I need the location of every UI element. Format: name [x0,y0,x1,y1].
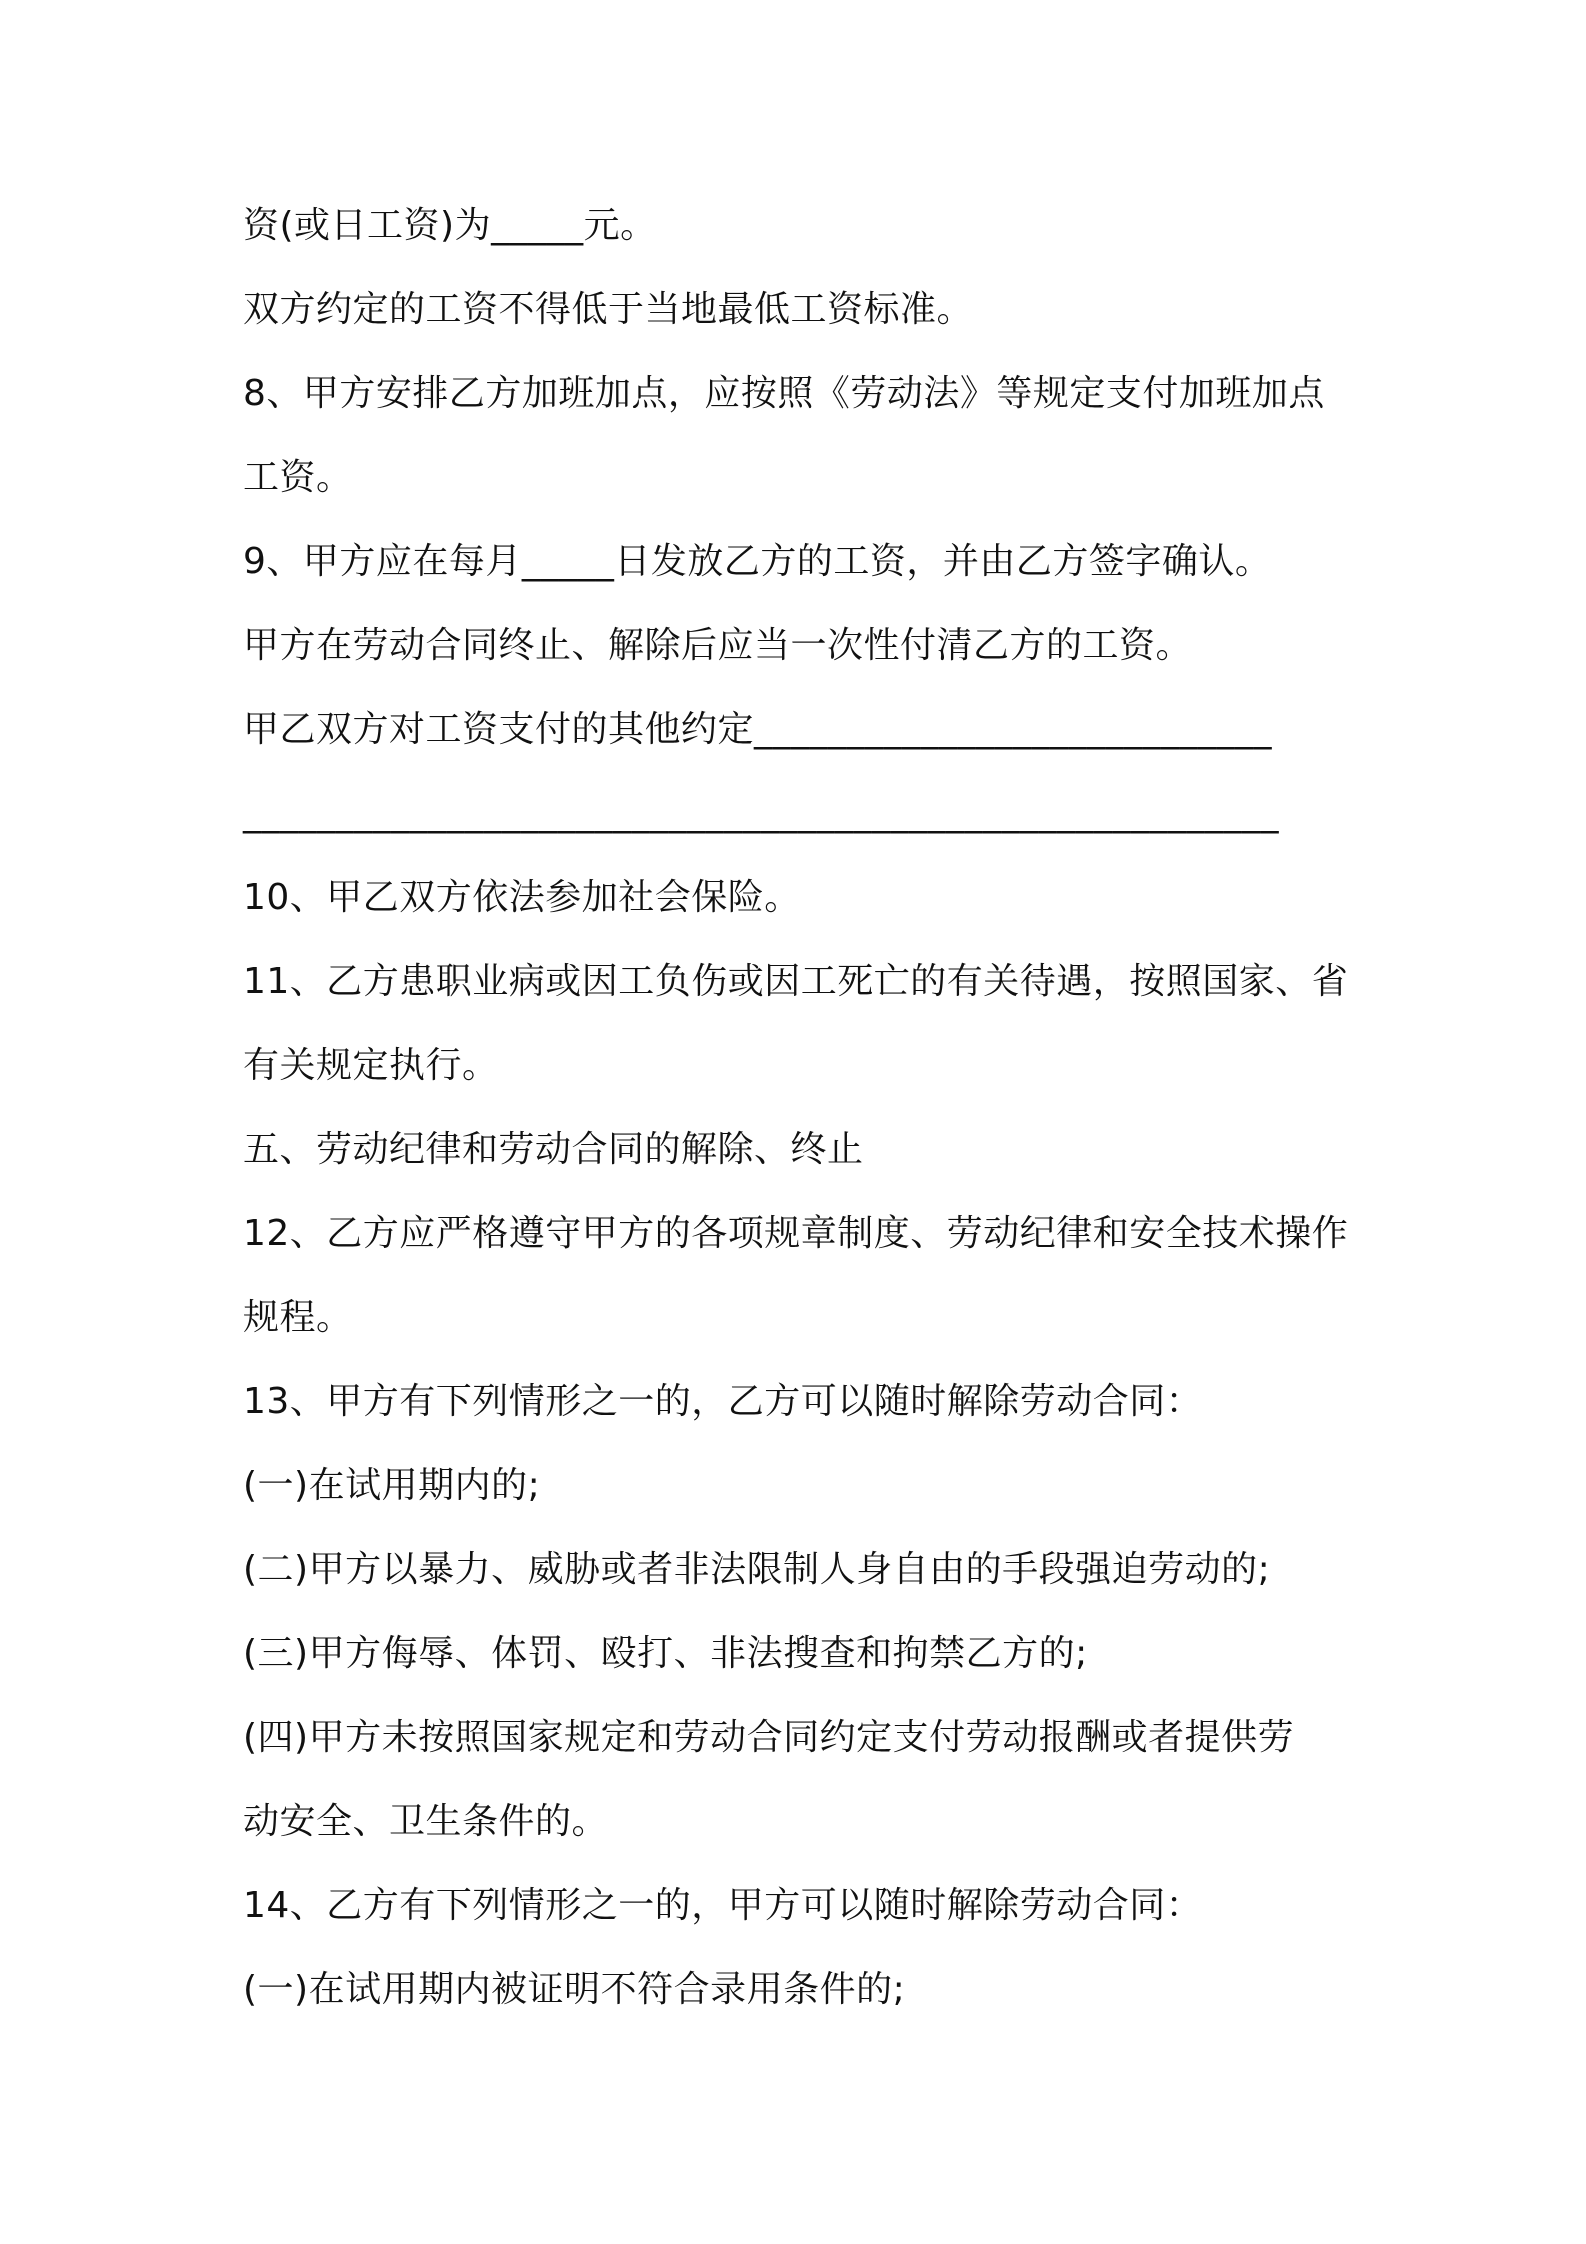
clause-9: 9、甲方应在每月_____日发放乙方的工资，并由乙方签字确认。 [243,541,1272,582]
text-line-minimum-wage: 双方约定的工资不得低于当地最低工资标准。 [243,289,974,330]
clause-13-item-3: (三)甲方侮辱、体罚、殴打、非法搜查和拘禁乙方的; [243,1633,1088,1674]
text-line-wage-amount: 资(或日工资)为_____元。 [243,205,657,246]
section-heading-5: 五、劳动纪律和劳动合同的解除、终止 [243,1129,864,1170]
clause-10: 10、甲乙双方依法参加社会保险。 [243,877,801,918]
text-line-other-agreement: 甲乙双方对工资支付的其他约定____________________________ [243,709,1273,750]
clause-12: 12、乙方应严格遵守甲方的各项规章制度、劳动纪律和安全技术操作 [243,1213,1349,1254]
text-line-final-wage: 甲方在劳动合同终止、解除后应当一次性付清乙方的工资。 [243,625,1193,666]
clause-8-continued: 工资。 [243,457,353,498]
clause-13: 13、甲方有下列情形之一的，乙方可以随时解除劳动合同： [243,1381,1203,1422]
clause-13-item-4: (四)甲方未按照国家规定和劳动合同约定支付劳动报酬或者提供劳 [243,1717,1295,1758]
clause-11: 11、乙方患职业病或因工负伤或因工死亡的有关待遇，按照国家、省 [243,961,1349,1002]
text-line-blank: ________________________________________________________ [243,793,1279,834]
clause-13-item-2: (二)甲方以暴力、威胁或者非法限制人身自由的手段强迫劳动的; [243,1549,1271,1590]
clause-8: 8、甲方安排乙方加班加点，应按照《劳动法》等规定支付加班加点 [243,373,1325,414]
clause-14-item-1: (一)在试用期内被证明不符合录用条件的; [243,1969,906,2010]
clause-14: 14、乙方有下列情形之一的，甲方可以随时解除劳动合同： [243,1885,1203,1926]
clause-11-continued: 有关规定执行。 [243,1045,499,1086]
clause-13-item-1: (一)在试用期内的; [243,1465,541,1506]
clause-13-item-4-continued: 动安全、卫生条件的。 [243,1801,609,1842]
clause-12-continued: 规程。 [243,1297,353,1338]
